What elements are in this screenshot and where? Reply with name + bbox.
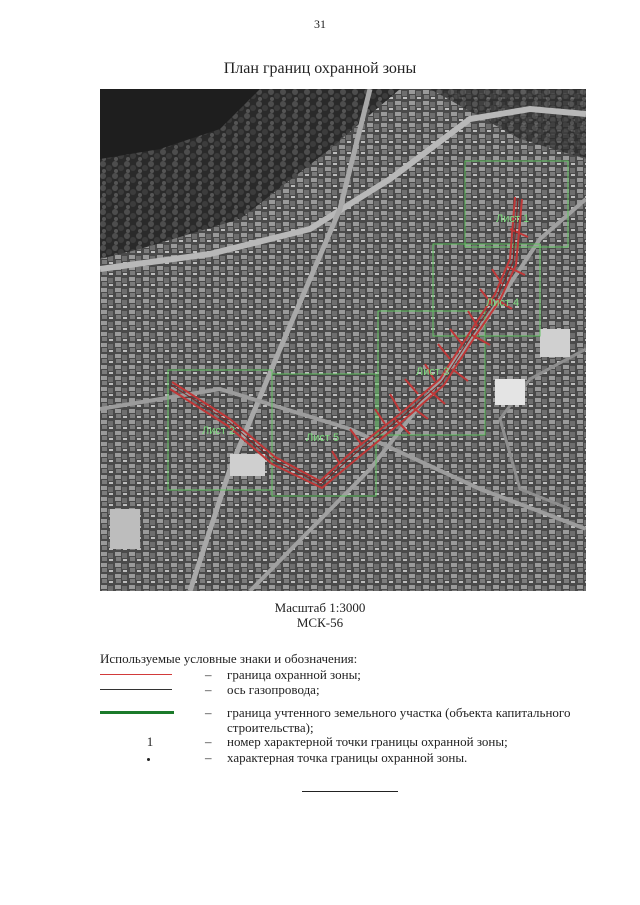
legend-title: Используемые условные знаки и обозначения:: [100, 651, 358, 666]
green-line-symbol: [100, 705, 172, 720]
map-canvas: [100, 89, 586, 591]
sheet-label: Лист 4: [486, 297, 520, 309]
red-line-symbol: [100, 667, 172, 682]
page-title: План границ охранной зоны: [223, 60, 417, 77]
number-symbol: [100, 734, 172, 749]
coordinate-system: МСК-56: [296, 615, 344, 630]
aerial-map: [100, 89, 586, 591]
legend-text: ось газопровода;: [227, 682, 320, 697]
sheet-label: Лист 5: [306, 432, 340, 444]
page-number: 31: [314, 17, 326, 31]
sheet-label: Лист 3: [416, 366, 450, 378]
legend-text: граница охранной зоны;: [227, 667, 361, 682]
scale-block: [0, 600, 640, 630]
dot-symbol: [100, 750, 172, 765]
sheet-label: Лист 1: [496, 213, 530, 225]
legend-dash: –: [205, 667, 212, 682]
legend-dash: –: [205, 682, 212, 697]
legend-text: граница учтенного земельного участка (объекта капитального строительства);: [227, 705, 571, 735]
sheet-label: Лист 2: [202, 425, 236, 437]
legend-text: номер характерной точки границы охранной зоны;: [227, 734, 508, 749]
legend-dash: –: [205, 705, 212, 720]
legend-dash: –: [205, 734, 212, 749]
point-number: 1: [146, 734, 154, 749]
footer-divider: [302, 791, 398, 792]
legend-text: характерная точка границы охранной зоны.: [227, 750, 468, 765]
black-line-symbol: [100, 682, 172, 697]
legend-dash: –: [205, 750, 212, 765]
scale-text: Масштаб 1:3000: [274, 600, 366, 615]
